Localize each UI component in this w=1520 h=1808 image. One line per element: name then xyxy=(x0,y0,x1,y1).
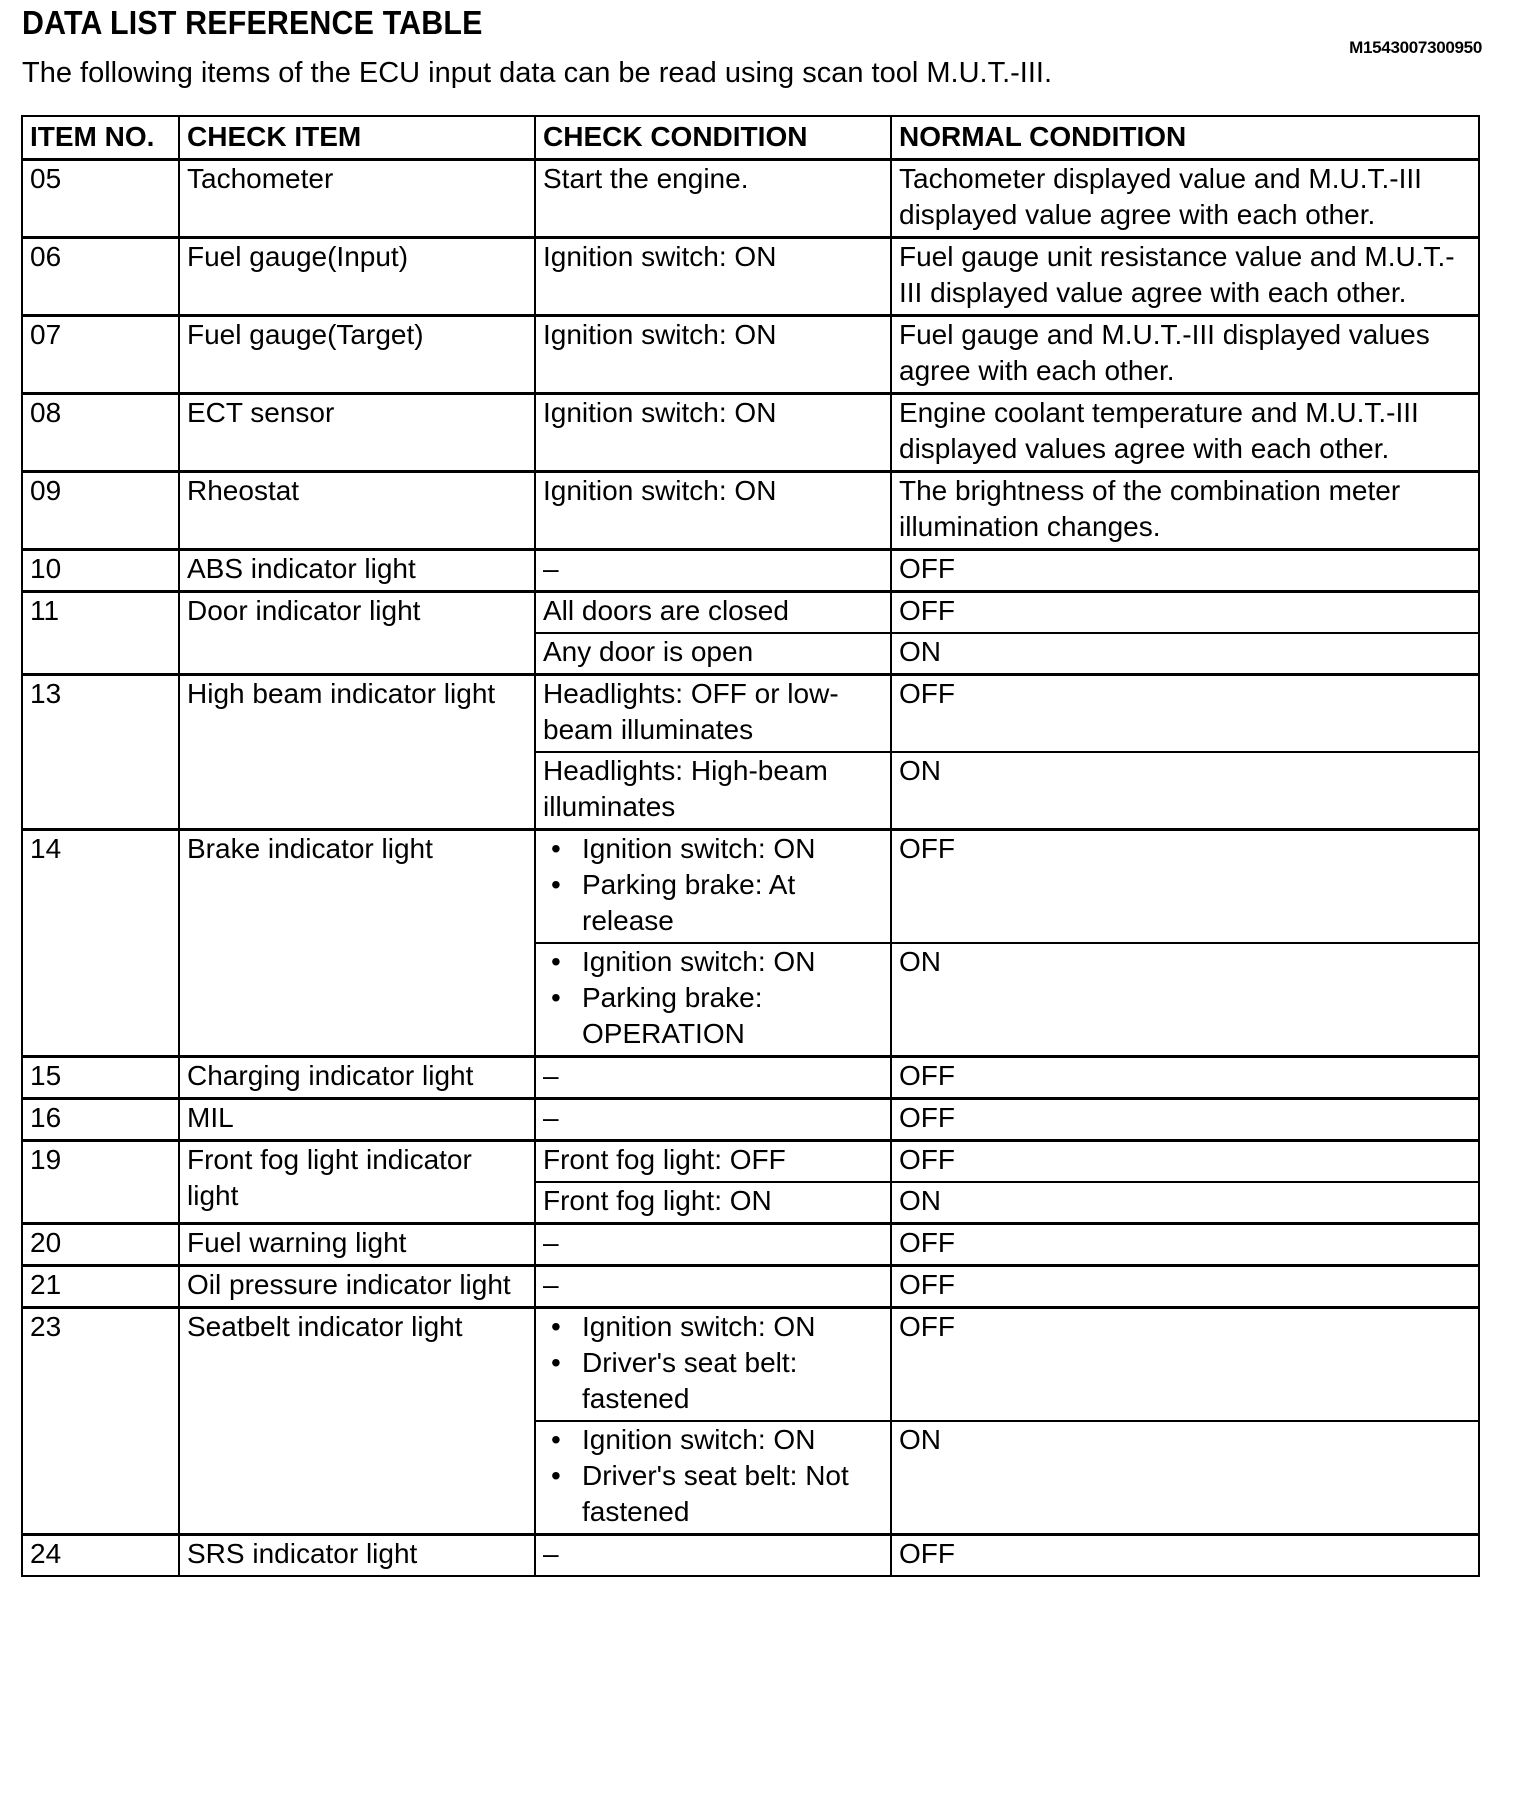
check-item-cell: Oil pressure indicator light xyxy=(179,1266,535,1308)
check-item-cell: Charging indicator light xyxy=(179,1057,535,1099)
check-item-cell: Front fog light indicator light xyxy=(179,1141,535,1224)
normal-condition-cell: OFF xyxy=(891,1535,1479,1577)
check-condition-cell: Ignition switch: ON xyxy=(535,472,891,550)
normal-condition-cell: OFF xyxy=(891,550,1479,592)
document-code: M1543007300950 xyxy=(1349,38,1482,57)
table-row xyxy=(22,1141,1479,1183)
normal-condition-cell: ON xyxy=(891,752,1479,830)
table-row xyxy=(22,1308,1479,1422)
check-condition-cell xyxy=(535,830,891,944)
normal-condition-cell: ON xyxy=(891,633,1479,675)
check-condition-cell: Front fog light: OFF xyxy=(535,1141,891,1183)
normal-condition-cell: ON xyxy=(891,943,1479,1057)
check-condition-cell: All doors are closed xyxy=(535,592,891,634)
table-row xyxy=(22,472,1479,550)
check-condition-cell: Ignition switch: ON xyxy=(535,316,891,394)
item-no-cell: 20 xyxy=(22,1224,179,1266)
item-no-cell: 14 xyxy=(22,830,179,1057)
check-item-cell: Door indicator light xyxy=(179,592,535,675)
normal-condition-cell: OFF xyxy=(891,1141,1479,1183)
check-item-cell: Fuel warning light xyxy=(179,1224,535,1266)
item-no-cell: 08 xyxy=(22,394,179,472)
condition-list xyxy=(543,944,886,1052)
header-normal-condition: NORMAL CONDITION xyxy=(891,116,1479,160)
table-row xyxy=(22,1266,1479,1308)
normal-condition-cell: Fuel gauge and M.U.T.-III displayed values agree with each other. xyxy=(891,316,1479,394)
item-no-cell: 19 xyxy=(22,1141,179,1224)
check-condition-cell: Ignition switch: ON xyxy=(535,394,891,472)
item-no-cell: 07 xyxy=(22,316,179,394)
normal-condition-cell: OFF xyxy=(891,1224,1479,1266)
condition-list xyxy=(543,831,886,939)
item-no-cell: 21 xyxy=(22,1266,179,1308)
condition-bullet-item: • Ignition switch: ON xyxy=(543,944,886,980)
check-item-cell: Rheostat xyxy=(179,472,535,550)
item-no-cell: 05 xyxy=(22,160,179,238)
condition-bullet-item: • Parking brake: OPERATION xyxy=(543,980,886,1052)
condition-list xyxy=(543,1309,886,1417)
table-row xyxy=(22,316,1479,394)
table-row xyxy=(22,592,1479,634)
condition-bullet-item: • Driver's seat belt: fastened xyxy=(543,1345,886,1417)
item-no-cell: 09 xyxy=(22,472,179,550)
condition-bullet-item: • Ignition switch: ON xyxy=(543,1422,886,1458)
normal-condition-cell: Fuel gauge unit resistance value and M.U.T.-III displayed value agree with each other. xyxy=(891,238,1479,316)
check-item-cell: High beam indicator light xyxy=(179,675,535,830)
check-condition-cell: – xyxy=(535,1224,891,1266)
normal-condition-cell: ON xyxy=(891,1182,1479,1224)
check-condition-cell: – xyxy=(535,1057,891,1099)
table-row xyxy=(22,238,1479,316)
check-condition-cell: – xyxy=(535,1099,891,1141)
normal-condition-cell: OFF xyxy=(891,1057,1479,1099)
check-condition-cell: Headlights: High-beam illuminates xyxy=(535,752,891,830)
check-condition-cell: Ignition switch: ON xyxy=(535,238,891,316)
page-title: DATA LIST REFERENCE TABLE xyxy=(22,4,483,41)
condition-bullet-item: • Ignition switch: ON xyxy=(543,831,886,867)
check-item-cell: Fuel gauge(Input) xyxy=(179,238,535,316)
normal-condition-cell: OFF xyxy=(891,1308,1479,1422)
header-check-condition: CHECK CONDITION xyxy=(535,116,891,160)
normal-condition-cell: ON xyxy=(891,1421,1479,1535)
item-no-cell: 24 xyxy=(22,1535,179,1577)
condition-bullet-item: • Parking brake: At release xyxy=(543,867,886,939)
table-row xyxy=(22,830,1479,944)
normal-condition-cell: OFF xyxy=(891,1099,1479,1141)
condition-bullet-item: • Driver's seat belt: Not fastened xyxy=(543,1458,886,1530)
header-item-no: ITEM NO. xyxy=(22,116,179,160)
check-condition-cell: Headlights: OFF or low-beam illuminates xyxy=(535,675,891,753)
header-check-item: CHECK ITEM xyxy=(179,116,535,160)
check-item-cell: Tachometer xyxy=(179,160,535,238)
check-item-cell: SRS indicator light xyxy=(179,1535,535,1577)
check-item-cell: Fuel gauge(Target) xyxy=(179,316,535,394)
table-row xyxy=(22,675,1479,753)
check-item-cell: Brake indicator light xyxy=(179,830,535,1057)
table-row xyxy=(22,1224,1479,1266)
item-no-cell: 23 xyxy=(22,1308,179,1535)
table-row xyxy=(22,1535,1479,1577)
check-item-cell: ABS indicator light xyxy=(179,550,535,592)
check-item-cell: Seatbelt indicator light xyxy=(179,1308,535,1535)
normal-condition-cell: Engine coolant temperature and M.U.T.-III displayed values agree with each other. xyxy=(891,394,1479,472)
condition-bullet-item: • Ignition switch: ON xyxy=(543,1309,886,1345)
normal-condition-cell: OFF xyxy=(891,1266,1479,1308)
check-condition-cell xyxy=(535,943,891,1057)
normal-condition-cell: OFF xyxy=(891,592,1479,634)
normal-condition-cell: The brightness of the combination meter illumination changes. xyxy=(891,472,1479,550)
normal-condition-cell: Tachometer displayed value and M.U.T.-III displayed value agree with each other. xyxy=(891,160,1479,238)
check-condition-cell xyxy=(535,1308,891,1422)
check-condition-cell: – xyxy=(535,1266,891,1308)
item-no-cell: 06 xyxy=(22,238,179,316)
check-condition-cell: Any door is open xyxy=(535,633,891,675)
check-item-cell: ECT sensor xyxy=(179,394,535,472)
table-row xyxy=(22,160,1479,238)
item-no-cell: 16 xyxy=(22,1099,179,1141)
table-header-row xyxy=(22,116,1479,160)
check-condition-cell: Front fog light: ON xyxy=(535,1182,891,1224)
table-row xyxy=(22,394,1479,472)
check-condition-cell xyxy=(535,1421,891,1535)
item-no-cell: 10 xyxy=(22,550,179,592)
check-condition-cell: – xyxy=(535,550,891,592)
check-item-cell: MIL xyxy=(179,1099,535,1141)
item-no-cell: 15 xyxy=(22,1057,179,1099)
item-no-cell: 13 xyxy=(22,675,179,830)
table-row xyxy=(22,1099,1479,1141)
normal-condition-cell: OFF xyxy=(891,830,1479,944)
table-row xyxy=(22,1057,1479,1099)
normal-condition-cell: OFF xyxy=(891,675,1479,753)
data-list-table xyxy=(21,115,1480,1577)
check-condition-cell: Start the engine. xyxy=(535,160,891,238)
table-row xyxy=(22,550,1479,592)
condition-list xyxy=(543,1422,886,1530)
check-condition-cell: – xyxy=(535,1535,891,1577)
table-body xyxy=(22,160,1479,1577)
item-no-cell: 11 xyxy=(22,592,179,675)
intro-text: The following items of the ECU input data can be read using scan tool M.U.T.-III. xyxy=(22,57,1053,89)
